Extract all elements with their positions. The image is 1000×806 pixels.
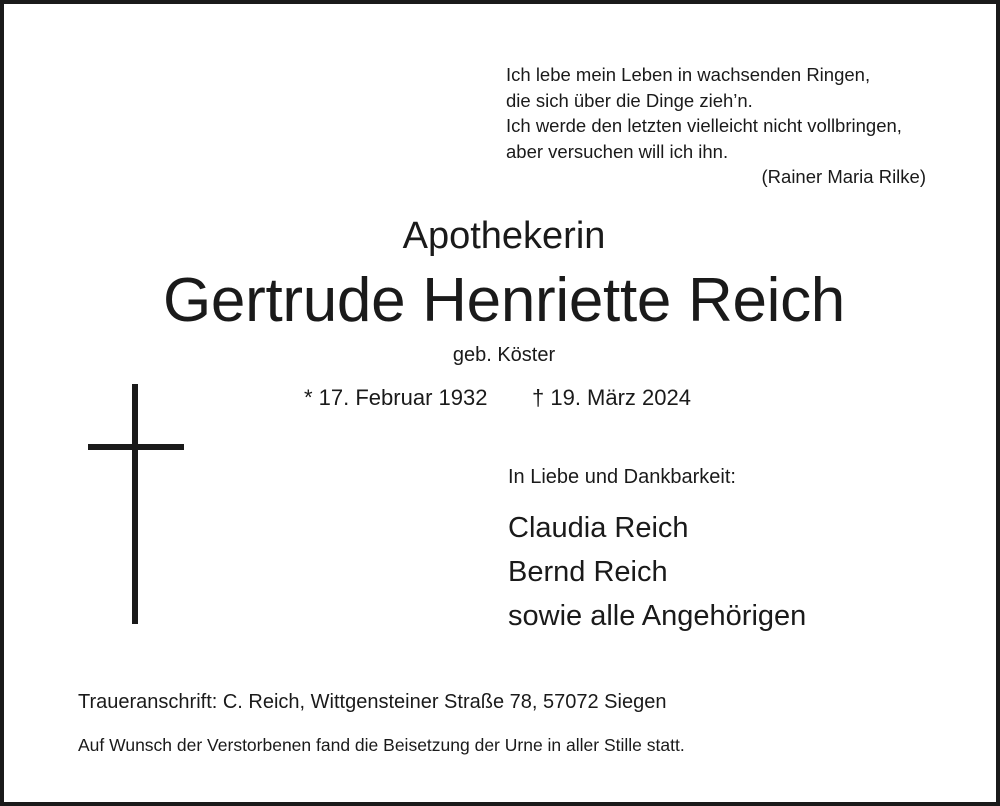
deceased-maiden-name: geb. Köster bbox=[452, 344, 556, 366]
cross-vertical-bar bbox=[132, 384, 138, 624]
burial-note: Auf Wunsch der Verstorbenen fand die Beisetzung der Urne in aller Stille statt. bbox=[78, 735, 685, 755]
cross-icon bbox=[88, 384, 188, 624]
mourning-address: Traueranschrift: C. Reich, Wittgensteiner Straße 78, 57072 Siegen bbox=[78, 691, 667, 713]
birth-date: * 17. Februar 1932 bbox=[304, 385, 488, 410]
death-date: † 19. März 2024 bbox=[532, 385, 691, 410]
cross-horizontal-bar bbox=[88, 444, 184, 450]
mourner-name: Claudia Reich bbox=[508, 512, 689, 544]
poem-line: die sich über die Dinge zieh’n. bbox=[506, 89, 753, 111]
deceased-name: Gertrude Henriette Reich bbox=[162, 266, 845, 335]
poem-line: Ich lebe mein Leben in wachsenden Ringen, bbox=[506, 64, 871, 85]
deceased-profession: Apothekerin bbox=[402, 215, 606, 257]
poem-quote bbox=[506, 62, 936, 190]
mourner-name: Bernd Reich bbox=[508, 556, 668, 588]
mourners-intro: In Liebe und Dankbarkeit: bbox=[508, 466, 736, 488]
poem-line: Ich werde den letzten vielleicht nicht vollbringen, bbox=[506, 115, 902, 136]
mourner-name: sowie alle Angehörigen bbox=[508, 600, 807, 632]
poem-author: (Rainer Maria Rilke) bbox=[761, 166, 926, 187]
mourners-list bbox=[508, 506, 806, 638]
poem-line: aber versuchen will ich ihn. bbox=[506, 140, 729, 162]
